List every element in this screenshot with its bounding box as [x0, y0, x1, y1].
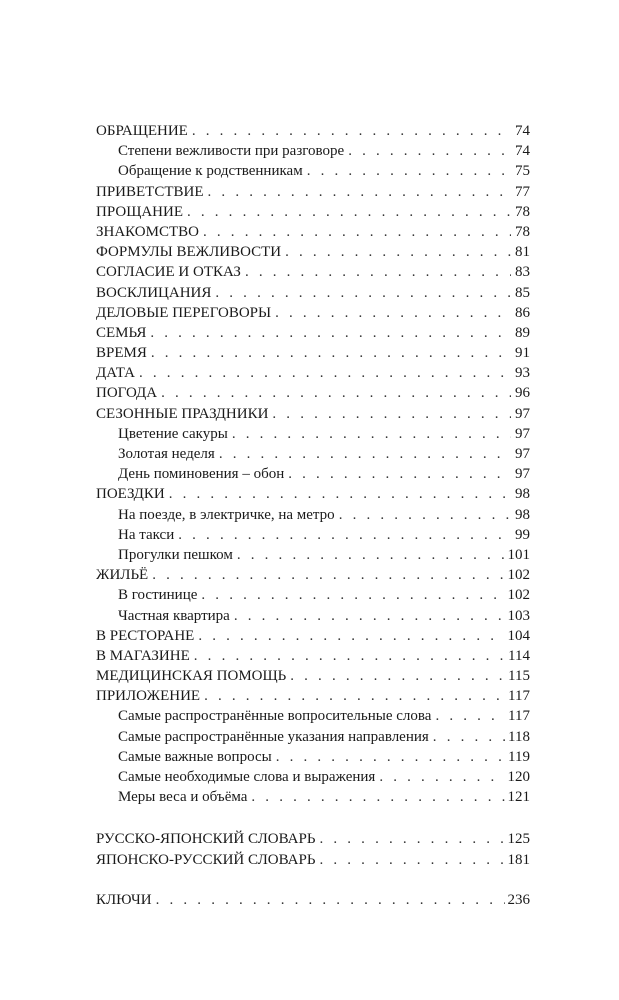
- toc-entry-title: СЕЗОННЫЕ ПРАЗДНИКИ: [96, 405, 269, 422]
- toc-subentry[interactable]: [96, 161, 530, 181]
- toc-subentry[interactable]: [96, 706, 530, 726]
- toc-subentry[interactable]: [96, 767, 530, 787]
- dot-leader: [198, 626, 504, 646]
- toc-entry-page: 97: [515, 405, 530, 422]
- toc-entry[interactable]: [96, 283, 530, 303]
- toc-entry-page: 96: [515, 385, 530, 402]
- toc-entry-page: 85: [515, 284, 530, 301]
- dot-leader: [237, 545, 505, 565]
- toc-entry-title: ПРИЛОЖЕНИЕ: [96, 688, 201, 705]
- toc-entry[interactable]: [96, 202, 530, 222]
- toc-entry[interactable]: [96, 646, 530, 666]
- dot-leader: [201, 585, 504, 605]
- toc-entry-page: 75: [515, 163, 530, 180]
- toc-entry-page: 98: [515, 486, 530, 503]
- toc-entry-title: День поминовения – обон: [118, 466, 285, 483]
- dot-leader: [161, 383, 511, 403]
- toc-entry-page: 77: [515, 183, 530, 200]
- toc-entry[interactable]: [96, 829, 530, 849]
- toc-subentry[interactable]: [96, 585, 530, 605]
- toc-entry-title: Меры веса и объёма: [118, 789, 248, 806]
- table-of-contents: [96, 121, 530, 910]
- toc-entry-page: 119: [508, 748, 530, 765]
- toc-entry-page: 121: [507, 789, 530, 806]
- toc-entry[interactable]: [96, 242, 530, 262]
- dot-leader: [245, 262, 511, 282]
- toc-entry-title: ВРЕМЯ: [96, 345, 147, 362]
- toc-entry-page: 117: [508, 708, 530, 725]
- toc-subentry[interactable]: [96, 727, 530, 747]
- dot-leader: [435, 706, 505, 726]
- dot-leader: [232, 424, 511, 444]
- toc-subentry[interactable]: [96, 787, 530, 807]
- toc-entry-title: ПОЕЗДКИ: [96, 486, 165, 503]
- toc-subentry[interactable]: [96, 747, 530, 767]
- toc-entry-title: Самые распространённые вопросительные слова: [118, 708, 432, 725]
- toc-entry-page: 120: [507, 769, 530, 785]
- toc-subentry[interactable]: [96, 444, 530, 464]
- dot-leader: [203, 222, 511, 242]
- toc-entry-title: ДЕЛОВЫЕ ПЕРЕГОВОРЫ: [96, 304, 272, 321]
- toc-entry-title: Самые распространённые указания направления: [118, 728, 429, 745]
- toc-entry[interactable]: [96, 182, 530, 202]
- toc-entry[interactable]: [96, 686, 530, 706]
- toc-entry-title: Степени вежливости при разговоре: [118, 143, 345, 160]
- toc-entry-page: 91: [515, 345, 530, 362]
- toc-entry[interactable]: [96, 121, 530, 141]
- toc-entry-title: На поезде, в электричке, на метро: [118, 506, 335, 523]
- toc-entry-title: На такси: [118, 526, 175, 543]
- toc-entry-page: 86: [515, 304, 530, 321]
- toc-group-keys: [96, 890, 530, 910]
- toc-entry-page: 78: [515, 223, 530, 240]
- toc-entry-page: 74: [515, 143, 530, 160]
- toc-subentry[interactable]: [96, 525, 530, 545]
- toc-entry-page: 97: [515, 446, 530, 462]
- toc-group-main: [96, 121, 530, 807]
- toc-entry[interactable]: [96, 323, 530, 343]
- toc-entry-title: ПРОЩАНИЕ: [96, 203, 183, 220]
- spacer: [96, 807, 530, 829]
- dot-leader: [234, 606, 505, 626]
- dot-leader: [348, 141, 511, 161]
- dot-leader: [276, 747, 505, 767]
- toc-entry-page: 97: [515, 466, 530, 483]
- toc-entry-title: ПРИВЕТСТВИЕ: [96, 183, 204, 200]
- toc-entry-title: КЛЮЧИ: [96, 891, 152, 908]
- toc-entry[interactable]: [96, 666, 530, 686]
- dot-leader: [139, 363, 511, 383]
- toc-subentry[interactable]: [96, 424, 530, 444]
- toc-entry-page: 181: [507, 851, 530, 868]
- toc-entry-title: Прогулки пешком: [118, 546, 233, 563]
- toc-entry-page: 103: [507, 607, 530, 624]
- dot-leader: [379, 767, 504, 787]
- toc-entry-page: 125: [507, 831, 530, 848]
- dot-leader: [204, 686, 505, 706]
- dot-leader: [288, 464, 511, 484]
- toc-entry[interactable]: [96, 404, 530, 424]
- toc-entry-title: ОБРАЩЕНИЕ: [96, 123, 188, 139]
- toc-entry[interactable]: [96, 383, 530, 403]
- toc-entry-title: ЖИЛЬЁ: [96, 567, 149, 584]
- toc-entry-page: 99: [515, 526, 530, 543]
- toc-entry[interactable]: [96, 850, 530, 870]
- dot-leader: [169, 484, 511, 504]
- toc-entry-page: 102: [507, 567, 530, 584]
- dot-leader: [194, 646, 505, 666]
- dot-leader: [187, 202, 511, 222]
- toc-entry-title: Золотая неделя: [118, 446, 215, 462]
- dot-leader: [319, 829, 504, 849]
- dot-leader: [307, 161, 511, 181]
- spacer: [96, 870, 530, 890]
- dot-leader: [272, 404, 511, 424]
- toc-entry[interactable]: [96, 222, 530, 242]
- toc-entry-title: Самые необходимые слова и выражения: [118, 769, 376, 785]
- toc-subentry[interactable]: [96, 606, 530, 626]
- toc-group-dictionaries: [96, 829, 530, 869]
- toc-entry[interactable]: [96, 565, 530, 585]
- dot-leader: [192, 121, 511, 141]
- dot-leader: [319, 850, 504, 870]
- toc-entry-page: 78: [515, 203, 530, 220]
- toc-entry-page: 114: [508, 647, 530, 664]
- toc-entry-page: 89: [515, 324, 530, 341]
- toc-entry[interactable]: [96, 890, 530, 910]
- toc-entry-page: 98: [515, 506, 530, 523]
- dot-leader: [151, 343, 511, 363]
- toc-entry-title: Обращение к родственникам: [118, 163, 303, 180]
- toc-entry-title: МЕДИЦИНСКАЯ ПОМОЩЬ: [96, 668, 287, 685]
- dot-leader: [152, 565, 504, 585]
- toc-entry-page: 115: [508, 668, 530, 685]
- toc-entry-page: 81: [515, 244, 530, 261]
- toc-entry-title: ЯПОНСКО-РУССКИЙ СЛОВАРЬ: [96, 851, 316, 868]
- dot-leader: [219, 444, 511, 464]
- toc-subentry[interactable]: [96, 545, 530, 565]
- toc-entry-title: Частная квартира: [118, 607, 230, 624]
- dot-leader: [251, 787, 504, 807]
- toc-entry-title: СЕМЬЯ: [96, 324, 147, 341]
- toc-entry-title: ЗНАКОМСТВО: [96, 223, 199, 240]
- toc-entry-page: 236: [507, 891, 530, 908]
- toc-entry-page: 117: [508, 688, 530, 705]
- toc-subentry[interactable]: [96, 464, 530, 484]
- toc-entry-title: ПОГОДА: [96, 385, 158, 402]
- toc-entry[interactable]: [96, 343, 530, 363]
- dot-leader: [208, 182, 511, 202]
- toc-entry[interactable]: [96, 626, 530, 646]
- toc-entry-title: В РЕСТОРАНЕ: [96, 627, 195, 644]
- toc-entry-title: РУССКО-ЯПОНСКИЙ СЛОВАРЬ: [96, 831, 316, 848]
- toc-entry-page: 101: [507, 546, 530, 563]
- toc-entry-title: В МАГАЗИНЕ: [96, 647, 190, 664]
- toc-entry-title: Цветение сакуры: [118, 425, 228, 442]
- toc-entry[interactable]: [96, 484, 530, 504]
- toc-entry-page: 104: [507, 627, 530, 644]
- dot-leader: [178, 525, 511, 545]
- toc-entry[interactable]: [96, 262, 530, 282]
- dot-leader: [150, 323, 511, 343]
- toc-entry-title: СОГЛАСИЕ И ОТКАЗ: [96, 264, 241, 281]
- dot-leader: [275, 303, 511, 323]
- toc-entry-title: Самые важные вопросы: [118, 748, 272, 765]
- dot-leader: [433, 727, 505, 747]
- toc-entry-page: 118: [508, 728, 530, 745]
- toc-entry[interactable]: [96, 303, 530, 323]
- toc-subentry[interactable]: [96, 141, 530, 161]
- toc-entry-page: 97: [515, 425, 530, 442]
- toc-entry-page: 74: [515, 123, 530, 139]
- toc-entry[interactable]: [96, 363, 530, 383]
- toc-entry-title: ДАТА: [96, 365, 135, 382]
- toc-entry-title: В гостинице: [118, 587, 198, 604]
- dot-leader: [156, 890, 505, 910]
- toc-entry-title: ВОСКЛИЦАНИЯ: [96, 284, 212, 301]
- dot-leader: [290, 666, 505, 686]
- dot-leader: [285, 242, 511, 262]
- toc-entry-page: 93: [515, 365, 530, 382]
- dot-leader: [215, 283, 511, 303]
- toc-entry-title: ФОРМУЛЫ ВЕЖЛИВОСТИ: [96, 244, 282, 261]
- toc-subentry[interactable]: [96, 505, 530, 525]
- toc-entry-page: 102: [507, 587, 530, 604]
- toc-entry-page: 83: [515, 264, 530, 281]
- dot-leader: [339, 505, 511, 525]
